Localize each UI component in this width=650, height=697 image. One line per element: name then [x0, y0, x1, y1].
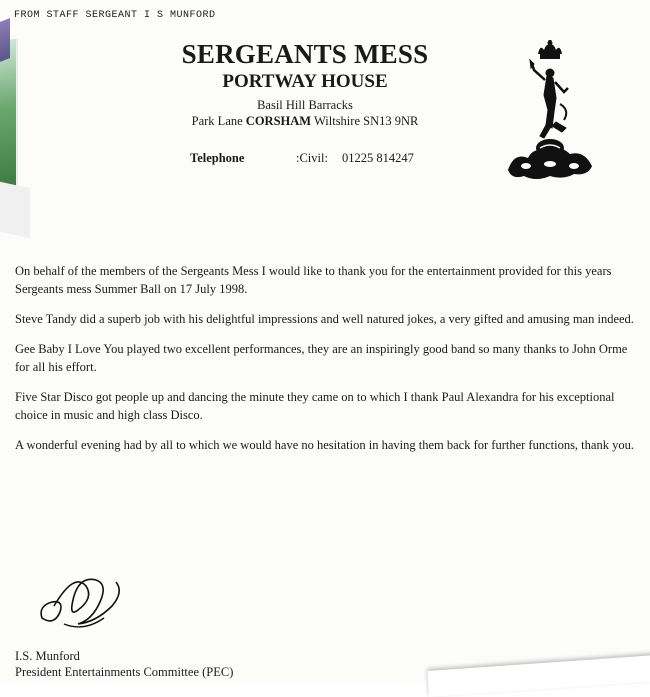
- letterhead: [155, 38, 455, 130]
- letter-body: [15, 262, 635, 466]
- address-street: Park Lane: [191, 114, 246, 128]
- scanned-card-shadow: [0, 182, 30, 238]
- telephone-label: Telephone: [190, 151, 245, 165]
- telephone-type: :Civil:: [296, 151, 328, 165]
- scanned-card-edge: [0, 38, 18, 191]
- letterhead-title: SERGEANTS MESS: [181, 39, 429, 69]
- signatory-name: I.S. Munford: [15, 649, 80, 663]
- body-paragraph: A wonderful evening had by all to which we would have no hesitation in having them back for further functions, thank you.: [15, 438, 634, 452]
- paper-fold-corner: [427, 655, 650, 697]
- telephone-number: 01225 814247: [342, 151, 414, 165]
- address-line-2: [155, 113, 455, 130]
- body-paragraph: On behalf of the members of the Sergeants Mess I would like to thank you for the entertainment provided for this years Sergeants mess Summer Ball on 17 July 1998.: [15, 264, 612, 296]
- royal-signals-crest-icon: [504, 40, 596, 185]
- address-county-postcode: Wiltshire SN13 9NR: [311, 114, 419, 128]
- body-paragraph: Gee Baby I Love You played two excellent performances, they are an inspiringly good band so many thanks to John Orme for all his effort.: [15, 342, 628, 374]
- body-paragraph: Five Star Disco got people up and dancing the minute they came on to which I thank Paul Alexandra for his exceptional choice in music and high class Disco.: [15, 390, 615, 422]
- telephone-row: [190, 151, 414, 166]
- address-line-1: Basil Hill Barracks: [257, 98, 353, 112]
- handwritten-signature: [34, 566, 134, 636]
- from-line: FROM STAFF SERGEANT I S MUNFORD: [14, 10, 216, 21]
- signatory-role: President Entertainments Committee (PEC): [15, 665, 234, 679]
- letterhead-subtitle: PORTWAY HOUSE: [222, 71, 388, 92]
- body-paragraph: Steve Tandy did a superb job with his delightful impressions and well natured jokes, a very gifted and amusing man indeed.: [15, 312, 634, 326]
- scanned-card-edge-top: [0, 18, 10, 62]
- signatory: [15, 648, 233, 680]
- address-town: CORSHAM: [245, 114, 312, 128]
